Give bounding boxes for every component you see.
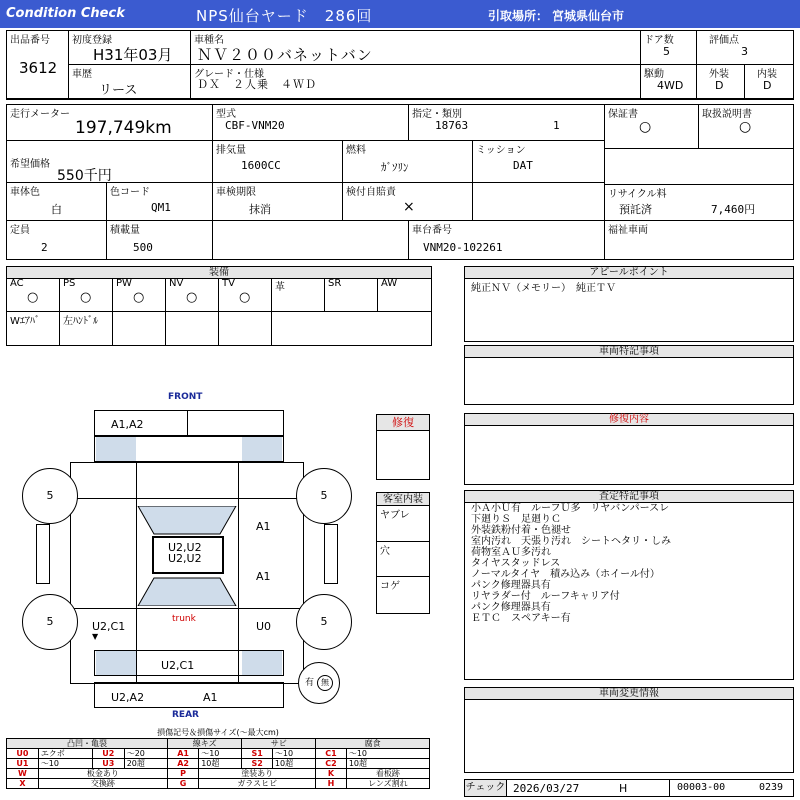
rear-bumper-right-damage: A1 (203, 691, 218, 704)
history-cell (69, 65, 191, 99)
repair-box-title: 修復 (377, 415, 429, 431)
price: 550千円 (57, 168, 112, 184)
cabin-item-hole (377, 542, 429, 577)
displacement-label: 排気量 (216, 145, 246, 156)
vehicle-change-title: 車両変更情報 (465, 688, 793, 700)
car-damage-diagram (0, 386, 376, 722)
header-bar (0, 0, 800, 28)
designation: 18763 (435, 119, 469, 132)
inspection-note-line: ＥＴＣ スペアキー有 (471, 613, 571, 624)
rear-window (138, 578, 236, 606)
front-bumper-damage: A1,A2 (111, 418, 144, 431)
lot-number: 3612 (19, 59, 58, 77)
chassis-label: 車台番号 (412, 225, 452, 236)
car-name: ＮＶ２００バネットバン (197, 46, 373, 64)
footer-page: 0239 (759, 782, 784, 793)
inspection-note-line: 荷物室ＡＵ多汚れ (471, 547, 551, 558)
inspection-note-line: パンク修理器具有 (471, 602, 551, 613)
capacity-label: 定員 (10, 225, 30, 236)
model-cell (213, 105, 409, 141)
price-label: 希望価格 (10, 159, 50, 170)
roof-damage (168, 542, 202, 564)
interior-label: 内装 (757, 69, 777, 80)
equipment-mark: ○ (27, 290, 39, 305)
equipment-item-2 (113, 278, 166, 312)
right-front-door-damage: A1 (256, 520, 271, 533)
warranty-label: 保証書 (608, 109, 638, 120)
inspection-notes-block (464, 490, 794, 680)
legend-cell: G (167, 779, 198, 789)
brand-title: Condition Check (6, 6, 125, 21)
score-label: 評価点 (709, 35, 739, 46)
tire-front-right[interactable] (296, 468, 352, 524)
legend-group: サビ (242, 739, 316, 749)
left-quarter-mark: ▼ (92, 632, 99, 641)
insurance: × (403, 199, 415, 215)
rear-bumper-left-damage: U2,A2 (111, 691, 145, 704)
first-registration: H31年03月 (93, 46, 173, 64)
cabin-item-tear-label: ヤブレ (380, 510, 410, 521)
cabin-item-hole-label: 穴 (380, 546, 390, 557)
mileage: 197,749km (75, 118, 172, 138)
inspection: 抹消 (249, 203, 271, 216)
equipment-label: AW (381, 278, 398, 289)
footer-date: 2026/03/27 (513, 782, 580, 795)
equipment-label: 左ﾊﾝﾄﾞﾙ (63, 316, 98, 327)
class: 1 (553, 119, 560, 132)
footer-bar (464, 779, 794, 797)
displacement: 1600CC (241, 159, 281, 172)
manual-cell (699, 105, 793, 149)
equipment-item-row2-2 (113, 312, 166, 345)
legend-cell: S2 (242, 759, 272, 769)
vehicle-notes-block (464, 345, 794, 405)
legend-cell: A2 (167, 759, 198, 769)
history: リース (99, 83, 138, 98)
mileage-cell (7, 105, 213, 141)
warranty-cell (605, 105, 699, 149)
inspection-note-line: 外装鉄粉付着・色褪せ (471, 525, 571, 536)
legend-cell: 〜10 (38, 759, 92, 769)
equipment-block (6, 266, 432, 346)
displacement-cell (213, 141, 343, 183)
welfare-label: 福祉車両 (608, 225, 648, 236)
legend-group: 凸凹・亀裂 (7, 739, 168, 749)
load: 500 (133, 241, 153, 254)
blank-cell-2 (473, 183, 605, 221)
equipment-item-row2-0 (7, 312, 60, 345)
repair-content-block (464, 413, 794, 485)
grade-label: グレード・仕様 (194, 69, 264, 80)
repair-content-title: 修復内容 (465, 414, 793, 426)
grade-cell (191, 65, 641, 99)
load-cell (107, 221, 213, 259)
equipment-mark: ○ (186, 290, 198, 305)
spare-tire-label: 有 (305, 678, 315, 688)
equipment-item-3 (166, 278, 219, 312)
inspection-note-line: 下廻りＳ 足廻りＣ (471, 514, 561, 525)
left-quarter-damage: U2,C1 (92, 620, 126, 633)
vehicle-change-block (464, 687, 794, 773)
legend-cell: A1 (167, 749, 198, 759)
welfare-cell (605, 221, 793, 259)
equipment-label: Wｴｱﾊﾞ (10, 316, 40, 327)
mission: DAT (513, 159, 533, 172)
damage-legend (6, 728, 430, 798)
equipment-label: PW (116, 278, 132, 289)
legend-cell: P (167, 769, 198, 779)
tire-rear-right-value: 5 (320, 615, 328, 628)
equipment-item-row2-1 (60, 312, 113, 345)
recycle-status: 預託済 (619, 203, 652, 216)
inspection-note-line: パンク修理器具有 (471, 580, 551, 591)
exterior-grade: D (715, 79, 724, 92)
price-cell (7, 141, 213, 183)
legend-title: 損傷記号＆損傷サイズ(〜最大cm) (157, 728, 279, 737)
inspection-notes-title: 査定特記事項 (465, 491, 793, 503)
equipment-item-row2-3 (166, 312, 219, 345)
legend-cell: U3 (92, 759, 124, 769)
legend-cell: 交換跡 (38, 779, 167, 789)
windshield (138, 506, 236, 534)
inspection-cell (213, 183, 343, 221)
lot-number-cell (7, 31, 69, 99)
mission-cell (473, 141, 605, 183)
auction-name: NPS仙台ヤード 286回 (196, 7, 373, 25)
footer-grade: H (619, 782, 628, 795)
blank-cell-3 (213, 221, 409, 259)
recycle-label: リサイクル料 (608, 189, 667, 200)
exterior-label: 外装 (709, 69, 729, 80)
legend-cell: ガラスヒビ (199, 779, 316, 789)
cabin-item-burn-label: コゲ (380, 581, 400, 592)
fuel-label: 燃料 (346, 145, 366, 156)
equipment-item-4 (219, 278, 272, 312)
right-rear-door-damage: A1 (256, 570, 271, 583)
cabin-title: 客室内装 (377, 493, 429, 506)
appeal-text: 純正ＮＶ（メモリー） 純正ＴＶ (471, 283, 616, 294)
spare-tire-mark: 無 (317, 675, 333, 691)
inspection-note-line: タイヤスタッドレス (471, 558, 561, 569)
blank-cell (605, 149, 793, 185)
check-label: チェック (465, 780, 507, 796)
designation-label: 指定・類別 (412, 109, 462, 120)
equipment-row-2 (7, 312, 431, 345)
equipment-item-0 (7, 278, 60, 312)
trunk-label: trunk (172, 614, 196, 624)
capacity-cell (7, 221, 107, 259)
grade: ＤＸ ２人乗 ４ＷＤ (197, 78, 317, 91)
legend-cell: レンズ割れ (346, 779, 429, 789)
tire-rear-right[interactable] (296, 594, 352, 650)
equipment-item-7 (378, 278, 431, 312)
pickup-label: 引取場所： (488, 9, 549, 23)
repair-box (376, 414, 430, 480)
chassis-number: VNM20-102261 (423, 241, 503, 254)
pickup-value: 宮城県仙台市 (552, 9, 625, 23)
legend-cell: エクボ (38, 749, 92, 759)
model-label: 型式 (216, 109, 236, 120)
recycle-cell (605, 185, 793, 221)
equipment-label: TV (222, 278, 235, 289)
inspection-notes-list (471, 503, 789, 624)
equipment-label: 革 (275, 282, 285, 293)
legend-cell: 塗装あり (199, 769, 316, 779)
spare-tire[interactable] (298, 662, 340, 704)
doors-cell (641, 31, 697, 65)
insurance-cell (343, 183, 473, 221)
body-color-cell (7, 183, 107, 221)
legend-cell: 20超 (124, 759, 167, 769)
equipment-item-1 (60, 278, 113, 312)
body-color: 白 (51, 203, 62, 216)
recycle-fee: 7,460円 (711, 203, 756, 216)
doors-label: ドア数 (644, 35, 674, 46)
designation-cell (409, 105, 605, 141)
inspection-note-line: 小Ａ小Ｕ有 ルーフＵ多 リヤバンパースレ (471, 503, 670, 514)
rear-label: REAR (172, 710, 199, 720)
legend-cell: U1 (7, 759, 39, 769)
equipment-label: NV (169, 278, 184, 289)
vehicle-notes-title: 車両特記事項 (465, 346, 793, 358)
legend-cell: C2 (316, 759, 347, 769)
legend-group: 線キズ (167, 739, 242, 749)
equipment-item-6 (325, 278, 378, 312)
legend-cell: X (7, 779, 39, 789)
load-label: 積載量 (110, 225, 140, 236)
legend-cell: H (316, 779, 347, 789)
score-cell (697, 31, 793, 65)
interior-cell (745, 65, 793, 99)
first-registration-cell (69, 31, 191, 65)
legend-cell: 〜20 (124, 749, 167, 759)
legend-cell: U0 (7, 749, 39, 759)
warranty-mark: ○ (639, 119, 652, 135)
vehicle-info-block (6, 30, 794, 100)
manual-mark: ○ (739, 119, 752, 135)
inspection-label: 車検期限 (216, 187, 256, 198)
appeal-block (464, 266, 794, 342)
equipment-mark: ○ (133, 290, 145, 305)
fuel-cell (343, 141, 473, 183)
front-bumper[interactable] (94, 410, 284, 436)
front-label: FRONT (168, 392, 203, 402)
fuel: ｶﾞｿﾘﾝ (381, 161, 409, 174)
tire-front-left[interactable] (22, 468, 78, 524)
legend-cell: 板金あり (38, 769, 167, 779)
rear-gate-damage: U2,C1 (161, 659, 195, 672)
equipment-label: SR (328, 278, 342, 289)
equipment-label: AC (10, 278, 24, 289)
color-code-cell (107, 183, 213, 221)
rear-bumper[interactable] (94, 682, 284, 708)
color-code: QM1 (151, 201, 171, 214)
legend-cell: 10超 (272, 759, 315, 769)
mission-label: ミッション (476, 145, 526, 156)
legend-cell: 看板跡 (346, 769, 429, 779)
manual-label: 取扱説明書 (702, 109, 752, 120)
interior-grade: D (763, 79, 772, 92)
legend-cell: K (316, 769, 347, 779)
color-code-label: 色コード (110, 187, 150, 198)
drive: 4WD (657, 79, 684, 92)
drive-label: 駆動 (644, 69, 664, 80)
equipment-mark: ○ (239, 290, 251, 305)
legend-cell: 〜10 (272, 749, 315, 759)
tire-front-right-value: 5 (320, 489, 328, 502)
roof-damage-text: U2,U2 U2,U2 (168, 541, 202, 565)
history-label: 車歴 (72, 69, 92, 80)
doors: 5 (663, 45, 670, 58)
cabin-item-tear (377, 506, 429, 542)
equipment-title: 装備 (7, 267, 431, 279)
specs-block (6, 104, 794, 260)
legend-table (6, 738, 430, 789)
footer-code: 00003-00 (677, 782, 726, 793)
tire-rear-left-value: 5 (46, 615, 54, 628)
capacity: 2 (41, 241, 48, 254)
legend-cell: 〜10 (346, 749, 429, 759)
drive-cell (641, 65, 697, 99)
mileage-label: 走行メーター (10, 109, 70, 120)
equipment-item-5 (272, 278, 325, 312)
equipment-item-row2-4 (219, 312, 272, 345)
legend-cell: 10超 (346, 759, 429, 769)
tire-rear-left[interactable] (22, 594, 78, 650)
inspection-note-line: リヤラダー付 ルーフキャリア付 (471, 591, 620, 602)
legend-group: 腐食 (316, 739, 430, 749)
cabin-item-burn (377, 577, 429, 613)
legend-cell: 〜10 (199, 749, 242, 759)
first-registration-label: 初度登録 (72, 35, 112, 46)
tire-front-left-value: 5 (46, 489, 54, 502)
inspection-note-line: 室内汚れ 天張り汚れ シートヘタリ・しみ (471, 536, 671, 547)
right-door-handle (324, 524, 338, 584)
lot-number-label: 出品番号 (10, 35, 50, 46)
chassis-cell (409, 221, 605, 259)
cabin-box (376, 492, 430, 614)
legend-cell: 10超 (199, 759, 242, 769)
score: 3 (741, 45, 748, 58)
left-door-handle (36, 524, 50, 584)
exterior-cell (697, 65, 745, 99)
equipment-label: PS (63, 278, 76, 289)
roof[interactable] (152, 536, 224, 574)
legend-cell: C1 (316, 749, 347, 759)
equipment-row-1 (7, 278, 431, 312)
right-quarter-damage: U0 (256, 620, 272, 633)
inspection-note-line: ノーマルタイヤ 積み込み（ホイール付） (471, 569, 660, 580)
legend-cell: U2 (92, 749, 124, 759)
equipment-mark: ○ (80, 290, 92, 305)
body-color-label: 車体色 (10, 187, 40, 198)
car-name-label: 車種名 (194, 35, 224, 46)
insurance-label: 検付自賠責 (346, 187, 396, 198)
appeal-title: アピールポイント (465, 267, 793, 279)
car-name-cell (191, 31, 641, 65)
legend-cell: W (7, 769, 39, 779)
legend-cell: S1 (242, 749, 272, 759)
model: CBF-VNM20 (225, 119, 285, 132)
